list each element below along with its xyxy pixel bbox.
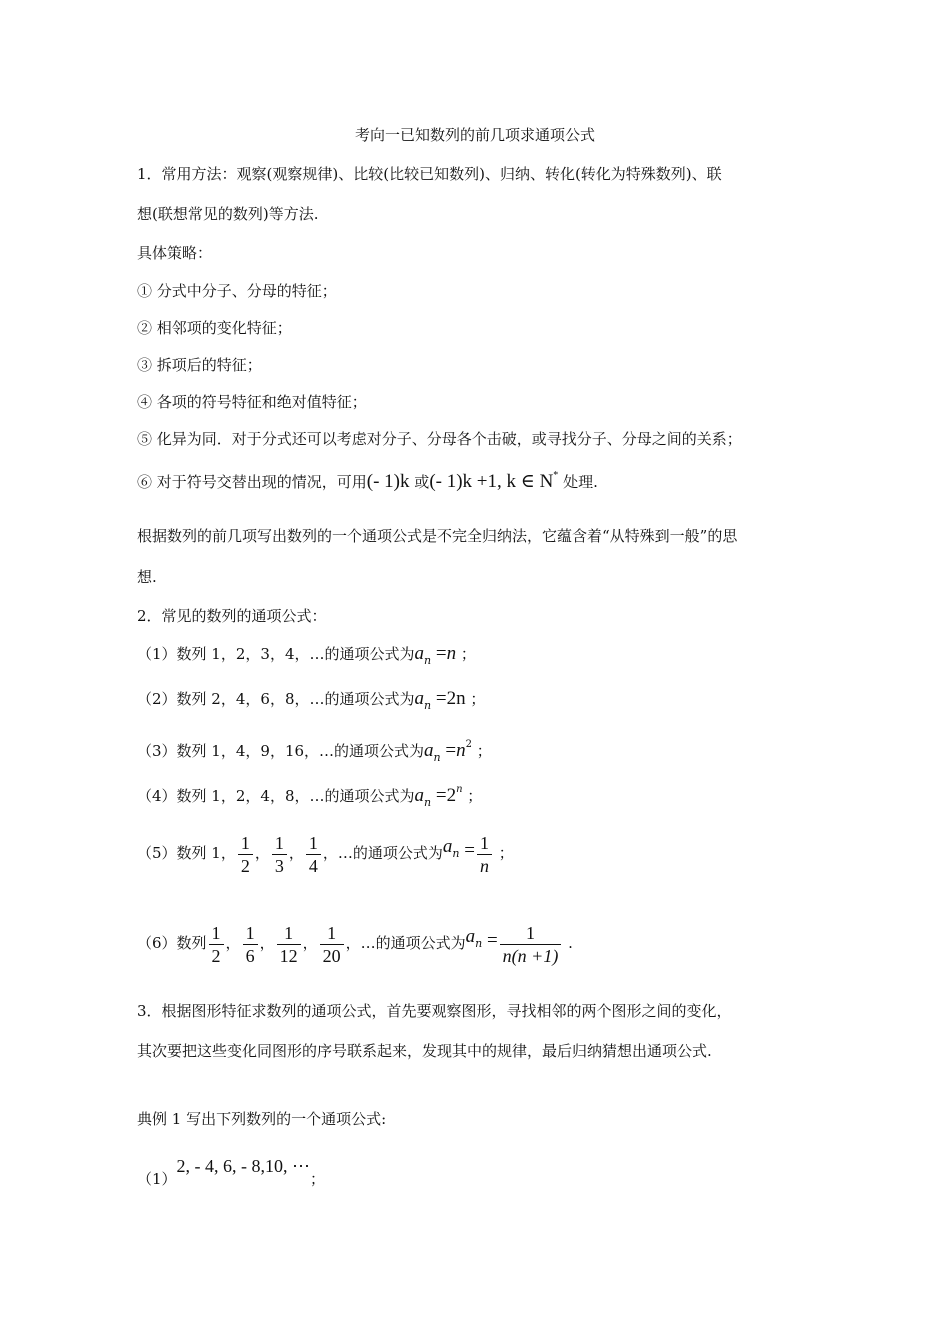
- fraction: $\frac{1}{n}$: [477, 832, 492, 877]
- para-line2: 想.: [137, 568, 157, 586]
- strategy-item-2: ② 相邻项的变化特征；: [137, 319, 292, 337]
- fraction: $\frac{1}{n(n +1)}$: [500, 922, 562, 967]
- formula-row-5: （5）数列 1， $\frac{1}{2}$ ， $\frac{1}{3}$ ， $\frac{1}{4}$ ，…的通项公式为an = $\frac{1}{n}$ ；: [137, 832, 514, 876]
- fraction: $\frac{1}{3}$: [272, 832, 287, 877]
- s3-line1: 3．根据图形特征求数列的通项公式，首先要观察图形，寻找相邻的两个图形之间的变化，: [137, 1002, 732, 1020]
- strategy-item-1: ① 分式中分子、分母的特征；: [137, 282, 337, 300]
- item6-expr1: (- 1)k: [366, 471, 410, 492]
- formula-row-1: （1）数列 1，2，3，4，…的通项公式为$a_n =n$ ；: [137, 643, 476, 667]
- item6-post: 处理.: [563, 473, 598, 491]
- fraction: $\frac{1}{6}$: [243, 922, 258, 967]
- strategy-item-3: ③ 拆项后的特征；: [137, 356, 262, 374]
- item6-expr2: (- 1)k +1, k ∈ N*: [429, 470, 559, 492]
- s1-line2: 想(联想常见的数列)等方法.: [137, 205, 319, 223]
- strategy-item-4: ④ 各项的符号特征和绝对值特征；: [137, 393, 367, 411]
- fraction: $\frac{1}{2}$: [209, 922, 224, 967]
- fraction: $\frac{1}{12}$: [277, 922, 301, 967]
- fraction: $\frac{1}{2}$: [238, 832, 253, 877]
- example-heading: 典例 1 写出下列数列的一个通项公式:: [137, 1110, 387, 1128]
- strategy-label: 具体策略：: [137, 244, 213, 262]
- s3-line2: 其次要把这些变化同图形的序号联系起来，发现其中的规律，最后归纳猜想出通项公式.: [137, 1042, 712, 1060]
- strategy-item-5: ⑤ 化异为同．对于分式还可以考虑对分子、分母各个击破，或寻找分子、分母之间的关系；: [137, 430, 742, 448]
- para-line1: 根据数列的前几项写出数列的一个通项公式是不完全归纳法，它蕴含着“从特殊到一般”的思: [137, 527, 738, 545]
- item6-pre: ⑥ 对于符号交替出现的情况，可用: [137, 473, 367, 491]
- item6-or: 或: [414, 473, 430, 491]
- page-title: 考向一已知数列的前几项求通项公式: [354, 126, 595, 144]
- s1-line1: 1．常用方法：观察(观察规律)、比较(比较已知数列)、归纳、转化(转化为特殊数列)、联: [137, 165, 722, 183]
- formula-row-2: （2）数列 2，4，6，8，…的通项公式为$a_n =2n$ ；: [137, 688, 486, 712]
- strategy-item-6: [137, 466, 598, 492]
- formula-row-3: （3）数列 1，4，9，16，…的通项公式为$a_n =n^2$ ；: [137, 739, 492, 764]
- formula-row-6: （6）数列 $\frac{1}{2}$ ， $\frac{1}{6}$ ， $\frac{1}{12}$ ， $\frac{1}{20}$ ，…的通项公式为an = $\frac{1}{n(n +1)}$ .: [137, 922, 573, 966]
- formula-row-4: （4）数列 1，2，4，8，…的通项公式为$a_n =2^n$ ；: [137, 784, 483, 809]
- fraction: $\frac{1}{4}$: [306, 832, 321, 877]
- fraction: $\frac{1}{20}$: [320, 922, 344, 967]
- q1-sequence: 2, - 4, 6, - 8,10, ⋯: [176, 1156, 311, 1176]
- example-q1: （1）2, - 4, 6, - 8,10, ⋯；: [137, 1156, 326, 1188]
- s2-heading: 2．常见的数列的通项公式：: [137, 607, 327, 625]
